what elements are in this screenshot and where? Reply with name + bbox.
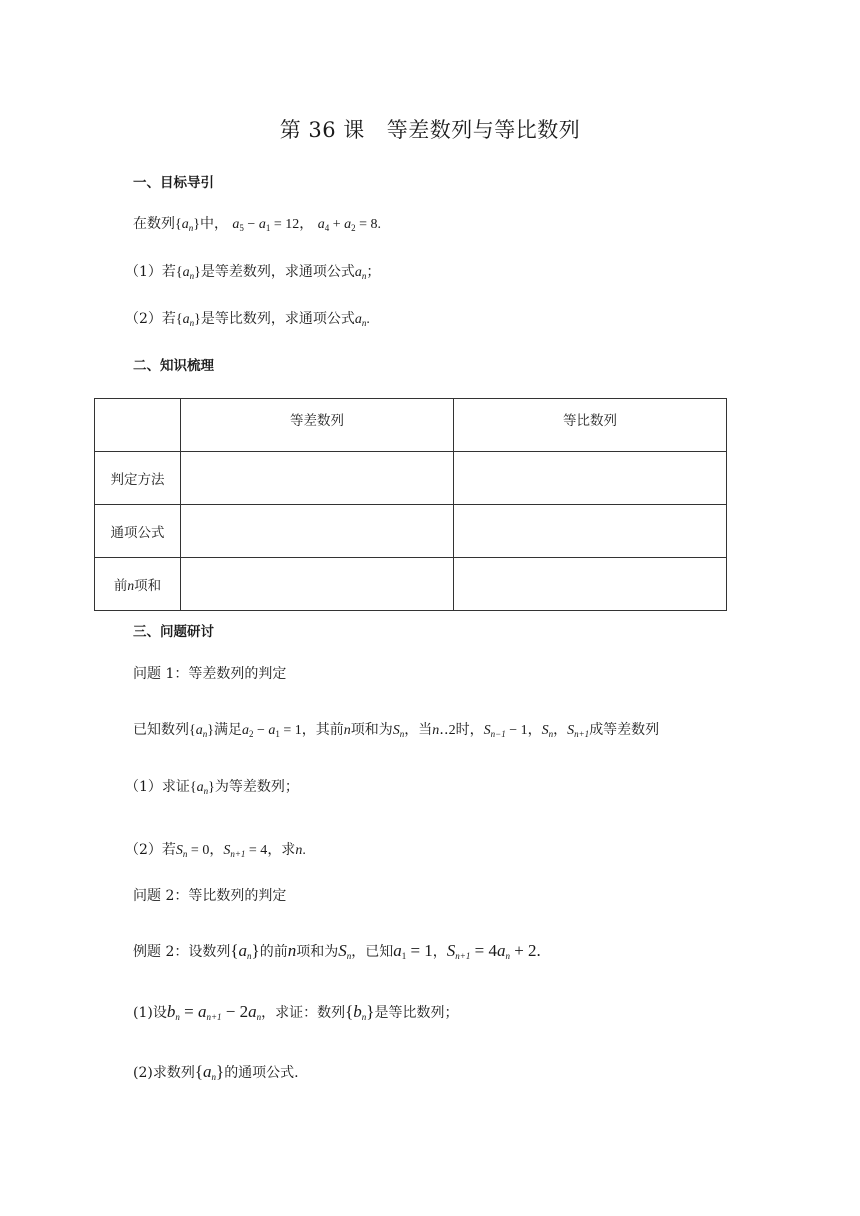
problem-1-title: 问题 1：等差数列的判定: [133, 666, 287, 682]
problem-2-title: 问题 2：等比数列的判定: [133, 888, 287, 904]
section-heading-goals: 一、目标导引: [133, 175, 214, 191]
cell-geo-criterion: [454, 452, 727, 505]
page-title: [0, 114, 860, 144]
section-heading-problems: 三、问题研讨: [133, 624, 214, 640]
cell-geo-partial-sum: [454, 558, 727, 611]
row-label-general-term: 通项公式: [95, 505, 181, 558]
section-heading-knowledge: 二、知识梳理: [133, 358, 214, 374]
goal-question-2: （2）若$\{a_n\}$是等比数列，求通项公式$a_n$.: [125, 311, 370, 328]
table-corner-cell: [95, 399, 181, 452]
goal-intro: 在数列$\{a_n\}$中， $a_5 - a_1 = 12$， $a_4 + a_2 = 8$.: [133, 216, 381, 233]
row-label-partial-sum: 前n项和: [95, 558, 181, 611]
lesson-topic: 等差数列与等比数列: [386, 118, 581, 142]
problem-2-question-2: (2)求数列$\{a_n\}$的通项公式.: [133, 1062, 299, 1082]
table-row: [95, 505, 727, 558]
table-header-arithmetic: 等差数列: [181, 399, 454, 452]
table-row: [95, 558, 727, 611]
knowledge-table: [94, 398, 727, 611]
goal-question-1: （1）若$\{a_n\}$是等差数列，求通项公式$a_n$；: [125, 264, 381, 281]
row-label-criterion: 判定方法: [95, 452, 181, 505]
table-header-geometric: 等比数列: [454, 399, 727, 452]
table-row: [95, 452, 727, 505]
problem-1-question-2: （2）若$S_n = 0$，$S_{n+1} = 4$，求n.: [125, 842, 306, 859]
table-header-row: [95, 399, 727, 452]
cell-arith-partial-sum: [181, 558, 454, 611]
problem-2-question-1: (1)设$b_n = a_{n+1} - 2a_n$，求证：数列$\{b_n\}$是等比数列；: [133, 1002, 459, 1022]
lesson-number: 第 36 课: [279, 118, 365, 142]
cell-arith-general-term: [181, 505, 454, 558]
cell-geo-general-term: [454, 505, 727, 558]
cell-arith-criterion: [181, 452, 454, 505]
problem-1-statement: 已知数列$\{a_n\}$满足$a_2 - a_1 = 1$，其前n项和为$S_n$，当n‥2时，$S_{n-1} - 1$，$S_n$，$S_{n+1}$成等差数列: [133, 722, 660, 739]
problem-2-statement: 例题 2：设数列$\{a_n\}$的前n项和为$S_n$，已知$a_1 = 1$，$S_{n+1} = 4a_n + 2$.: [133, 941, 541, 961]
problem-1-question-1: （1）求证$\{a_n\}$为等差数列；: [125, 779, 299, 796]
